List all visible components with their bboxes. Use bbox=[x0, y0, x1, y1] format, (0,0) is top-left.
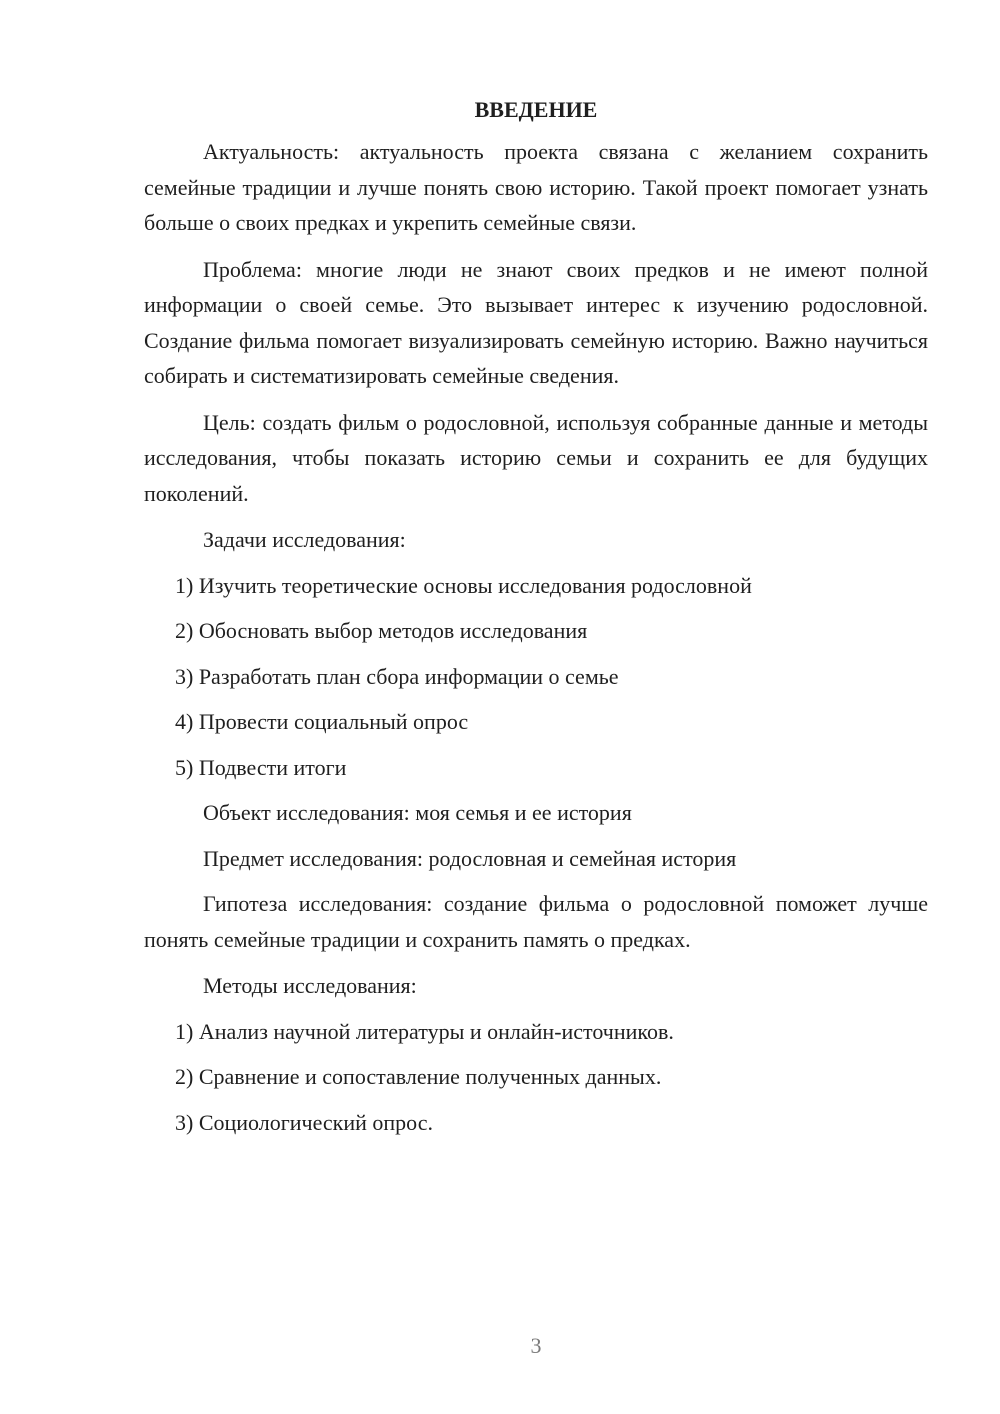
tasks-list bbox=[144, 568, 928, 786]
list-item: 4) Провести социальный опрос bbox=[175, 709, 469, 734]
research-subject: Предмет исследования: родословная и семейная история bbox=[203, 845, 737, 871]
tasks-heading: Задачи исследования: bbox=[203, 527, 406, 552]
relevance-paragraph: Актуальность: актуальность проекта связана с желанием сохранить семейные традиции и лучше понять свою историю. Такой проект помогает узнать больше о своих предках и укрепить семейные связи. bbox=[144, 139, 928, 235]
page-content bbox=[144, 94, 928, 1150]
list-item: 2) Обосновать выбор методов исследования bbox=[175, 618, 588, 643]
list-item: 3) Разработать план сбора информации о семье bbox=[175, 663, 619, 689]
page-number: 3 bbox=[530, 1333, 542, 1358]
methods-heading: Методы исследования: bbox=[203, 973, 417, 998]
research-object: Объект исследования: моя семья и ее история bbox=[203, 800, 632, 825]
list-item: 2) Сравнение и сопоставление полученных данных. bbox=[175, 1064, 662, 1089]
methods-list bbox=[144, 1014, 928, 1141]
hypothesis-paragraph: Гипотеза исследования: создание фильма о родословной поможет лучше понять семейные традиции и сохранить память о предках. bbox=[144, 891, 928, 952]
list-item: 5) Подвести итоги bbox=[175, 754, 347, 780]
problem-paragraph: Проблема: многие люди не знают своих предков и не имеют полной информации о своей семье. Это вызывает интерес к изучению родословной. Создание фильма помогает визуализировать семейную историю. Важно научиться собирать и систематизировать семейные сведения. bbox=[144, 256, 928, 388]
list-item: 3) Социологический опрос. bbox=[175, 1109, 433, 1135]
goal-paragraph: Цель: создать фильм о родословной, используя собранные данные и методы исследования, чтобы показать историю семьи и сохранить ее для будущих поколений. bbox=[144, 409, 928, 506]
list-item: 1) Анализ научной литературы и онлайн-источников. bbox=[175, 1018, 674, 1044]
page-title: ВВЕДЕНИЕ bbox=[474, 97, 598, 122]
list-item: 1) Изучить теоретические основы исследования родословной bbox=[175, 572, 752, 598]
